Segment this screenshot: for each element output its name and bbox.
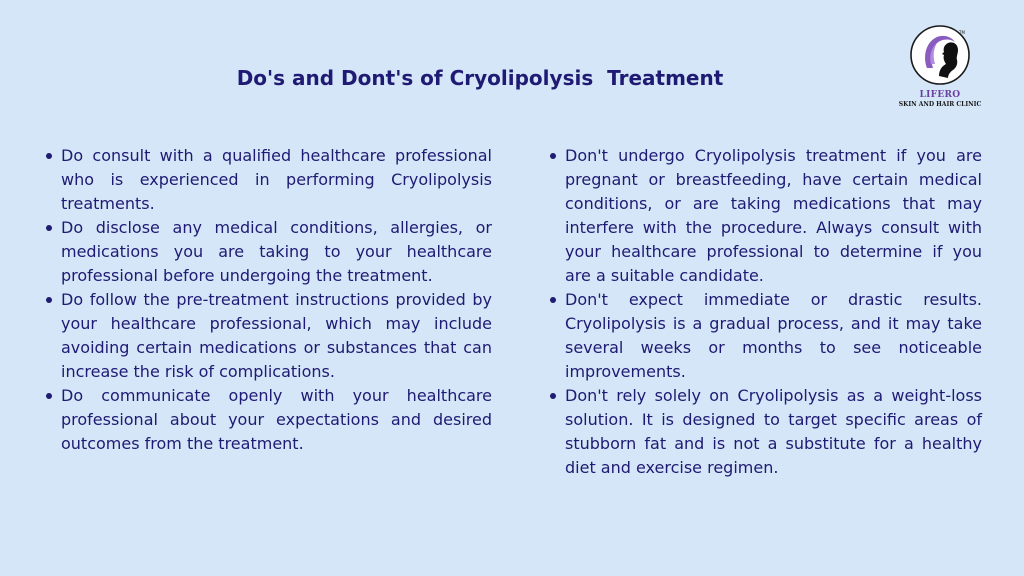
dos-list-item: Do consult with a qualified healthcare professional who is experienced in performing Cryolipolysis treatments. xyxy=(44,144,492,216)
bullet-dot-icon xyxy=(46,393,52,399)
dos-list-item: Do follow the pre-treatment instructions provided by your healthcare professional, which may include avoiding certain medications or substances that can increase the risk of complications. xyxy=(44,288,492,384)
dos-list xyxy=(44,144,492,456)
logo-name: LIFERO xyxy=(919,90,961,100)
donts-list xyxy=(548,144,982,480)
donts-list-item: Don't expect immediate or drastic results. Cryolipolysis is a gradual process, and it may take several weeks or months to see noticeable improvements. xyxy=(548,288,982,384)
svg-text:TM: TM xyxy=(959,30,965,35)
bullet-dot-icon xyxy=(46,153,52,159)
donts-list-item: Don't rely solely on Cryolipolysis as a weight-loss solution. It is designed to target specific areas of stubborn fat and is not a substitute for a healthy diet and exercise regimen. xyxy=(548,384,982,480)
dos-list-item: Do disclose any medical conditions, allergies, or medications you are taking to your healthcare professional before undergoing the treatment. xyxy=(44,216,492,288)
bullet-dot-icon xyxy=(46,297,52,303)
bullet-dot-icon xyxy=(46,225,52,231)
woman-silhouette-logo-icon xyxy=(909,24,971,86)
bullet-dot-icon xyxy=(550,153,556,159)
page-title: Do's and Dont's of Cryolipolysis Treatment xyxy=(236,66,724,90)
clinic-logo xyxy=(892,20,988,112)
bullet-dot-icon xyxy=(550,393,556,399)
donts-list-item: Don't undergo Cryolipolysis treatment if you are pregnant or breastfeeding, have certain medical conditions, or are taking medications that may interfere with the procedure. Always consult with your healthcare professional to determine if you are a suitable candidate. xyxy=(548,144,982,288)
bullet-dot-icon xyxy=(550,297,556,303)
logo-subtitle: SKIN AND HAIR CLINIC xyxy=(898,101,982,108)
dos-list-item: Do communicate openly with your healthcare professional about your expectations and desired outcomes from the treatment. xyxy=(44,384,492,456)
